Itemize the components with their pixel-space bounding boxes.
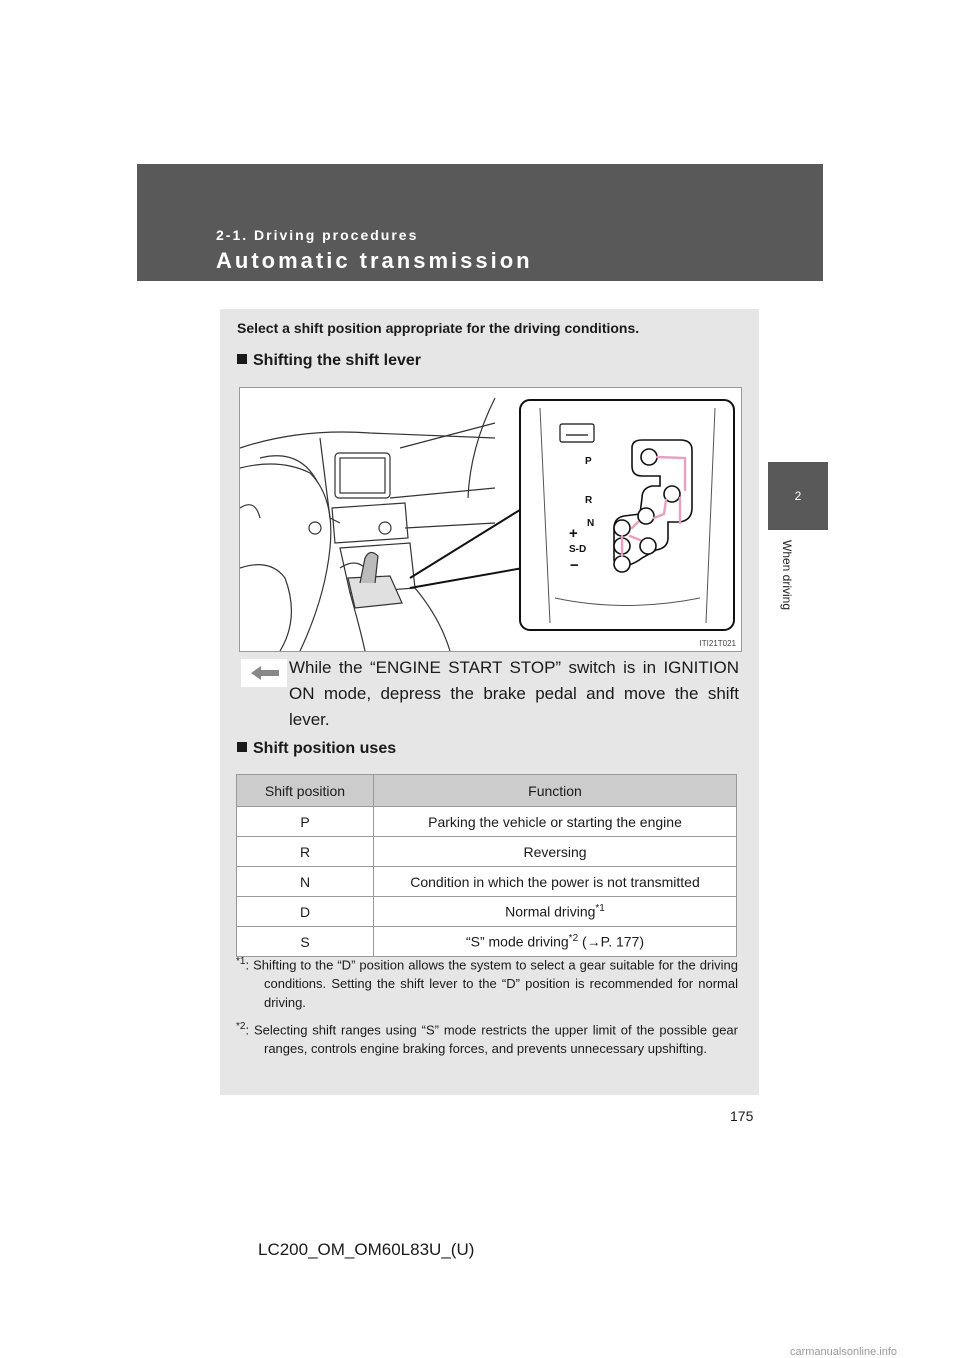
table-row — [237, 837, 737, 867]
subheading-shifting-text: Shifting the shift lever — [253, 352, 422, 369]
subheading-uses-text: Shift position uses — [253, 740, 397, 757]
shift-position-cell: P — [237, 807, 374, 837]
footnote-text: : Selecting shift ranges using “S” mode restricts the upper limit of the possible gear ranges, controls engine braking forces, and prevents unnecessary upshifting. — [245, 1022, 738, 1057]
shift-position-cell: R — [237, 837, 374, 867]
gate-label-p: P — [585, 456, 592, 467]
section-label: 2-1. Driving procedures — [216, 227, 419, 243]
shift-position-cell: S — [237, 927, 374, 957]
chapter-tab[interactable]: 2 — [768, 462, 828, 530]
watermark: carmanualsonline.info — [790, 1346, 898, 1358]
square-bullet-icon — [237, 354, 247, 364]
table-row — [237, 867, 737, 897]
function-cell: Reversing — [374, 837, 737, 867]
subheading-uses — [237, 740, 396, 758]
gate-label-minus: − — [570, 557, 579, 574]
shift-position-cell: N — [237, 867, 374, 897]
gate-label-plus: + — [569, 525, 578, 542]
subheading-shifting — [237, 352, 421, 370]
footnote-text: : Shifting to the “D” position allows the system to select a gear suitable for the driving conditions. Setting the shift lever to the “D” position is recommended for normal driving. — [245, 957, 738, 1011]
function-text: Normal driving — [505, 903, 596, 920]
function-cell — [374, 897, 737, 927]
function-cell: Parking the vehicle or starting the engine — [374, 807, 737, 837]
chapter-label: When driving — [780, 540, 794, 611]
footnote-marker[interactable]: *2 — [568, 933, 579, 945]
content-panel — [220, 309, 759, 1095]
function-text: “S” mode driving — [465, 933, 569, 950]
dashboard-illustration — [240, 388, 741, 651]
gate-label-r: R — [585, 495, 593, 506]
shift-position-table — [236, 774, 737, 957]
function-cell: Condition in which the power is not transmitted — [374, 867, 737, 897]
document-code: LC200_OM_OM60L83U_(U) — [258, 1240, 475, 1259]
footnote-2 — [236, 1017, 738, 1058]
header-band — [137, 164, 823, 281]
page-number: 175 — [730, 1108, 754, 1124]
footnote-marker[interactable]: *1 — [595, 903, 605, 915]
intro-text: Select a shift position appropriate for the driving conditions. — [237, 320, 640, 336]
table-row — [237, 897, 737, 927]
gate-label-n: N — [587, 518, 595, 529]
table-header-row — [237, 775, 737, 807]
table-header: Function — [374, 775, 737, 807]
figure-code: ITI21T021 — [699, 639, 736, 648]
shift-lever-figure — [239, 387, 742, 652]
instruction-text: While the “ENGINE START STOP” switch is in IGNITION ON mode, depress the brake pedal and move the shift lever. — [289, 658, 739, 729]
footnote-1 — [236, 952, 738, 1012]
square-bullet-icon — [237, 742, 247, 752]
page-reference-link[interactable]: (→P. 177) — [578, 933, 645, 950]
footnote-mark: *2 — [236, 1021, 246, 1032]
table-row — [237, 807, 737, 837]
gate-label-sd: S-D — [569, 544, 587, 555]
action-arrow-icon — [241, 659, 287, 687]
table-header: Shift position — [237, 775, 374, 807]
footnote-mark: *1 — [236, 956, 246, 967]
page-title: Automatic transmission — [216, 248, 533, 273]
shift-position-cell: D — [237, 897, 374, 927]
